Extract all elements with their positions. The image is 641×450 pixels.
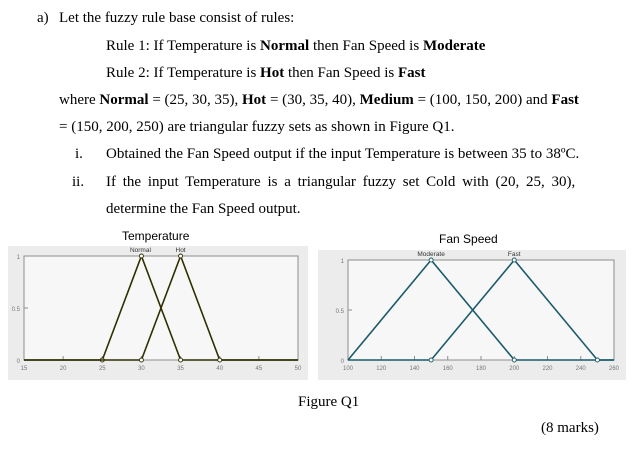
y-tick-label: 1 (16, 255, 20, 261)
fan-speed-chart-title: Fan Speed (439, 232, 498, 246)
rule-2-fast: Fast (397, 65, 426, 81)
rule-2 (106, 64, 425, 82)
rule-1-text-a: Rule 1: If Temperature is (106, 38, 261, 54)
intro-text: Let the fuzzy rule base consist of rules: (59, 10, 295, 26)
series-marker (218, 358, 222, 362)
rule-2-hot: Hot (260, 65, 285, 81)
rule-2-text-c: then Fan Speed is (284, 65, 398, 81)
y-tick-label: 0.5 (335, 309, 344, 315)
series-marker (429, 258, 433, 262)
series-marker (139, 358, 143, 362)
y-tick-label: 1 (340, 259, 344, 265)
x-tick-label: 40 (216, 366, 224, 372)
rule-1-text-c: then Fan Speed is (309, 38, 423, 54)
x-tick-label: 15 (20, 366, 28, 372)
x-tick-label: 180 (475, 366, 487, 372)
rule-2-text-a: Rule 2: If Temperature is (106, 65, 261, 81)
fan-speed-chart (318, 250, 626, 380)
where-p2: = (25, 30, 35), (148, 92, 243, 108)
sub-ii-text-1: If the input Temperature is a triangular fuzzy set Cold with (20, 25, 30), (106, 174, 576, 190)
sub-i-number: i. (75, 146, 83, 162)
series-label-fast: Fast (507, 251, 521, 258)
series-label-normal: Normal (129, 247, 151, 254)
marks: (8 marks) (541, 420, 599, 436)
series-marker (139, 254, 143, 258)
series-label-moderate: Moderate (417, 251, 445, 258)
where-line (59, 91, 579, 109)
x-tick-label: 50 (294, 366, 302, 372)
where-fast: Fast (551, 92, 579, 108)
x-tick-label: 200 (509, 366, 520, 372)
where-hot: Hot (242, 92, 267, 108)
series-label-hot: Hot (175, 247, 186, 254)
where-p4: = (100, 150, 200) and (413, 92, 552, 108)
y-tick-label: 0 (340, 359, 344, 365)
x-tick-label: 120 (376, 366, 387, 372)
temperature-chart (8, 246, 308, 380)
rule-1 (106, 37, 485, 55)
x-tick-label: 220 (542, 366, 553, 372)
series-marker (595, 358, 599, 362)
rule-1-moderate: Moderate (422, 38, 486, 54)
x-tick-label: 35 (177, 366, 184, 372)
series-marker (512, 358, 516, 362)
sub-i-text: Obtained the Fan Speed output if the input Temperature is between 35 to 38ºC. (106, 146, 580, 162)
y-tick-label: 0.5 (11, 307, 20, 313)
series-marker (512, 258, 516, 262)
x-tick-label: 160 (442, 366, 453, 372)
where-medium: Medium (359, 92, 414, 108)
x-tick-label: 140 (409, 366, 420, 372)
x-tick-label: 240 (575, 366, 586, 372)
x-tick-label: 260 (608, 366, 620, 372)
part-label: a) (37, 10, 49, 26)
figure-caption: Figure Q1 (298, 394, 360, 410)
x-tick-label: 45 (255, 366, 263, 372)
x-tick-label: 20 (59, 366, 67, 372)
series-marker (429, 358, 433, 362)
rule-1-normal: Normal (260, 38, 310, 54)
y-tick-label: 0 (16, 359, 20, 365)
x-tick-label: 100 (342, 366, 354, 372)
where-line-2: = (150, 200, 250) are triangular fuzzy sets as shown in Figure Q1. (59, 119, 455, 135)
sub-ii-text-2: determine the Fan Speed output. (106, 201, 301, 217)
where-normal: Normal (99, 92, 149, 108)
series-marker (179, 254, 183, 258)
where-p1: where (59, 92, 100, 108)
x-tick-label: 25 (98, 366, 106, 372)
series-marker (179, 358, 183, 362)
x-tick-label: 30 (138, 366, 145, 372)
plot-area (348, 260, 614, 360)
temperature-chart-title: Temperature (122, 229, 190, 243)
sub-ii-number: ii. (72, 174, 85, 190)
where-p3: = (30, 35, 40), (266, 92, 360, 108)
